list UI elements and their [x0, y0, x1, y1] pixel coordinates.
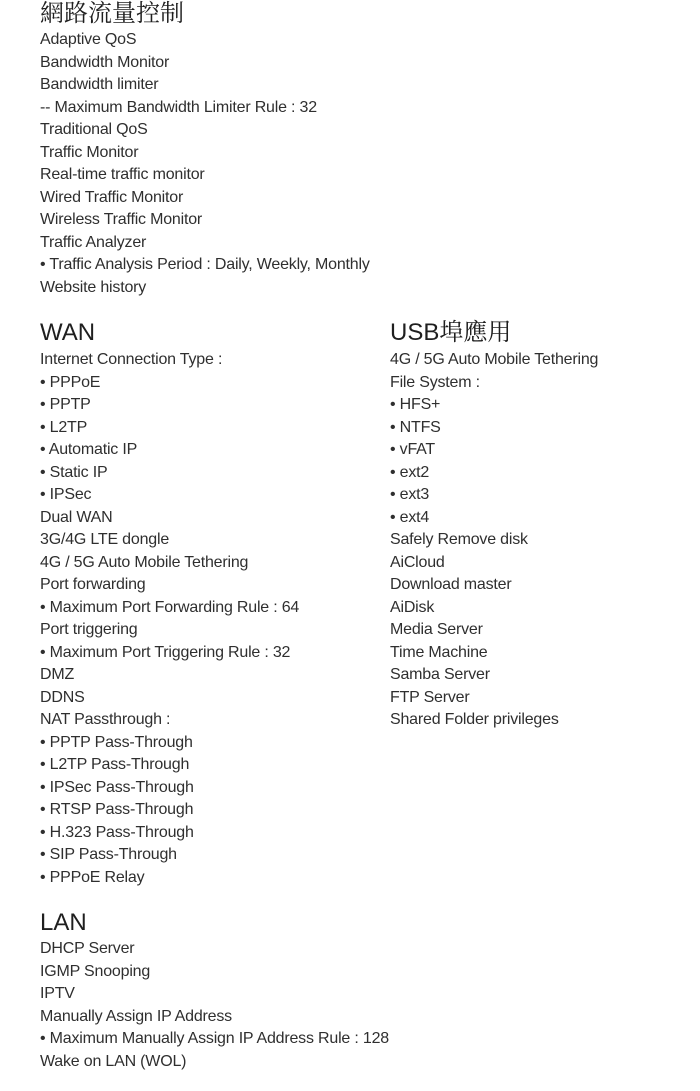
feature-item: Shared Folder privileges: [390, 711, 559, 728]
feature-item: Port triggering: [40, 621, 138, 638]
feature-item: • L2TP Pass-Through: [40, 756, 190, 773]
feature-item: File System :: [390, 373, 480, 391]
traffic-control-feature-list: [40, 29, 370, 299]
feature-item: Wake on LAN (WOL): [40, 1052, 187, 1070]
feature-item: • PPPoE Relay: [40, 868, 145, 886]
feature-item: Traffic Analyzer: [40, 233, 147, 251]
feature-item: • IPSec Pass-Through: [40, 778, 194, 796]
wan-heading: WAN: [40, 319, 96, 346]
feature-item: • PPPoE: [40, 373, 101, 391]
traffic-control-section: [40, 0, 370, 299]
feature-item: • ext2: [390, 463, 430, 481]
feature-item: • RTSP Pass-Through: [40, 801, 194, 818]
feature-item: • HFS+: [390, 396, 441, 413]
feature-item: • Maximum Port Forwarding Rule : 64: [40, 598, 300, 616]
feature-item: AiCloud: [390, 553, 445, 571]
wan-feature-list: [40, 349, 299, 889]
feature-item: Website history: [40, 278, 147, 296]
feature-item: • Maximum Port Triggering Rule : 32: [40, 643, 291, 661]
feature-item: Bandwidth Monitor: [40, 53, 170, 71]
feature-item: • ext3: [390, 486, 430, 503]
feature-item: • Automatic IP: [40, 441, 138, 458]
feature-item: Media Server: [390, 621, 483, 638]
feature-item: FTP Server: [390, 688, 470, 706]
feature-item: Adaptive QoS: [40, 31, 137, 48]
feature-item: 4G / 5G Auto Mobile Tethering: [390, 351, 599, 368]
feature-item: • vFAT: [390, 441, 435, 458]
feature-item: Bandwidth limiter: [40, 76, 159, 93]
usb-feature-list: [390, 349, 598, 732]
feature-item: 4G / 5G Auto Mobile Tethering: [40, 553, 249, 571]
feature-item: • PPTP Pass-Through: [40, 733, 193, 751]
feature-item: • H.323 Pass-Through: [40, 823, 194, 841]
feature-item: DHCP Server: [40, 940, 135, 957]
feature-item: Safely Remove disk: [390, 531, 528, 548]
feature-item: Wired Traffic Monitor: [40, 188, 184, 206]
feature-item: Real-time traffic monitor: [40, 166, 205, 183]
feature-item: Traffic Monitor: [40, 143, 139, 161]
feature-item: • Static IP: [40, 463, 108, 481]
feature-item: 3G/4G LTE dongle: [40, 531, 170, 548]
feature-item: Manually Assign IP Address: [40, 1007, 232, 1025]
lan-feature-list: [40, 938, 389, 1073]
feature-item: Time Machine: [390, 643, 488, 661]
feature-item: • SIP Pass-Through: [40, 846, 177, 863]
feature-item: • ext4: [390, 508, 430, 526]
usb-heading: USB埠應用: [390, 319, 512, 346]
feature-item: • IPSec: [40, 486, 92, 503]
feature-item: • L2TP: [40, 418, 88, 436]
feature-item: DDNS: [40, 688, 85, 706]
feature-item: NAT Passthrough :: [40, 711, 171, 728]
feature-item: Download master: [390, 576, 512, 593]
feature-item: IGMP Snooping: [40, 962, 151, 980]
usb-section: [390, 319, 598, 732]
feature-item: Samba Server: [390, 666, 490, 683]
feature-item: Internet Connection Type :: [40, 351, 223, 368]
lan-section: [40, 909, 389, 1073]
feature-item: • Maximum Manually Assign IP Address Rule : 128: [40, 1030, 389, 1047]
wan-section: [40, 319, 299, 889]
feature-item: DMZ: [40, 666, 75, 683]
lan-heading: LAN: [40, 909, 87, 936]
traffic-control-heading: 網路流量控制: [40, 0, 184, 27]
feature-item: Traditional QoS: [40, 121, 148, 138]
feature-item: -- Maximum Bandwidth Limiter Rule : 32: [40, 98, 317, 116]
feature-item: • Traffic Analysis Period : Daily, Weekly, Monthly: [40, 256, 370, 273]
feature-item: Dual WAN: [40, 508, 113, 526]
feature-item: AiDisk: [390, 598, 435, 616]
feature-item: • NTFS: [390, 418, 441, 436]
feature-item: IPTV: [40, 985, 75, 1002]
feature-item: Port forwarding: [40, 576, 146, 593]
feature-item: Wireless Traffic Monitor: [40, 211, 203, 228]
feature-item: • PPTP: [40, 396, 91, 413]
